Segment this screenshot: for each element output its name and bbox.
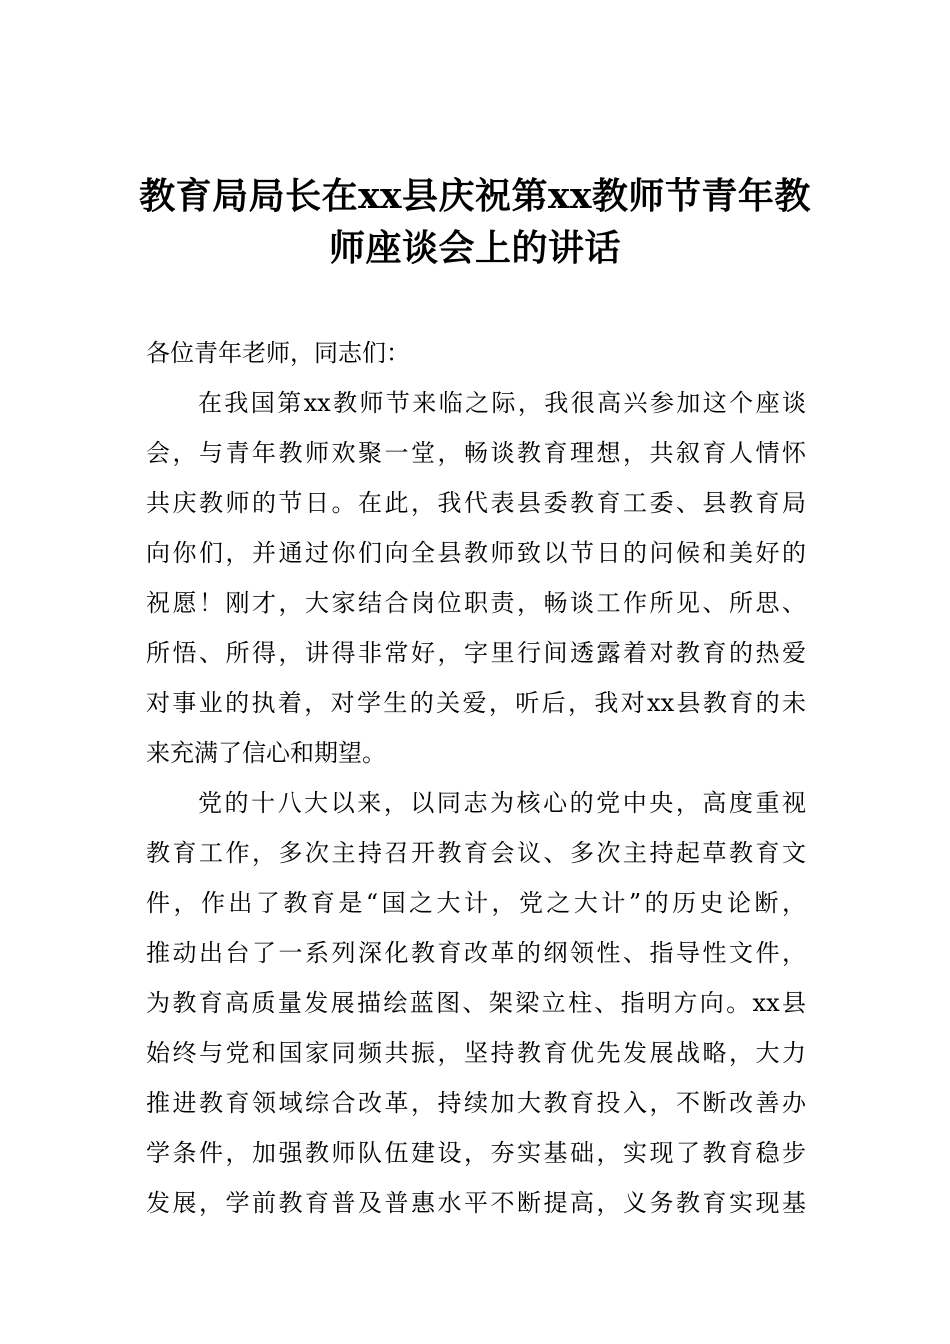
document-body xyxy=(146,328,806,1228)
paragraph-line: 推动出台了一系列深化教育改革的纲领性、指导性文件， xyxy=(146,939,806,967)
paragraph-1 xyxy=(146,378,806,778)
paragraph-line: 件，作出了教育是“国之大计，党之大计”的历史论断， xyxy=(146,889,806,917)
salutation: 各位青年老师，同志们： xyxy=(146,339,410,367)
title-line-1: 教育局局长在xx县庆祝第xx教师节青年教 xyxy=(139,175,811,217)
paragraph-line: 党的十八大以来，以同志为核心的党中央，高度重视 xyxy=(198,789,806,817)
paragraph-line: 祝愿！刚才，大家结合岗位职责，畅谈工作所见、所思、 xyxy=(146,589,806,617)
paragraph-line: 共庆教师的节日。在此，我代表县委教育工委、县教育局 xyxy=(146,489,806,517)
paragraph-line: 始终与党和国家同频共振，坚持教育优先发展战略，大力 xyxy=(146,1039,806,1067)
paragraph-line: 向你们，并通过你们向全县教师致以节日的问候和美好的 xyxy=(146,539,806,567)
paragraph-line: 推进教育领域综合改革，持续加大教育投入，不断改善办 xyxy=(146,1089,806,1117)
paragraph-line: 会，与青年教师欢聚一堂，畅谈教育理想，共叙育人情怀 xyxy=(146,439,806,467)
document-title xyxy=(120,170,830,274)
title-line-2: 师座谈会上的讲话 xyxy=(328,227,621,269)
paragraph-line: 发展，学前教育普及普惠水平不断提高，义务教育实现基 xyxy=(146,1189,806,1217)
paragraph-line: 对事业的执着，对学生的关爱，听后，我对xx县教育的未 xyxy=(146,689,806,717)
paragraph-line: 教育工作，多次主持召开教育会议、多次主持起草教育文 xyxy=(146,839,806,867)
paragraph-line: 学条件，加强教师队伍建设，夯实基础，实现了教育稳步 xyxy=(146,1139,806,1167)
paragraph-line: 在我国第xx教师节来临之际，我很高兴参加这个座谈 xyxy=(198,389,806,417)
paragraph-line: 来充满了信心和期望。 xyxy=(146,739,386,767)
paragraph-2 xyxy=(146,778,806,1228)
paragraph-line: 为教育高质量发展描绘蓝图、架梁立柱、指明方向。xx县 xyxy=(146,989,806,1017)
paragraph-line: 所悟、所得，讲得非常好，字里行间透露着对教育的热爱 xyxy=(146,639,806,667)
